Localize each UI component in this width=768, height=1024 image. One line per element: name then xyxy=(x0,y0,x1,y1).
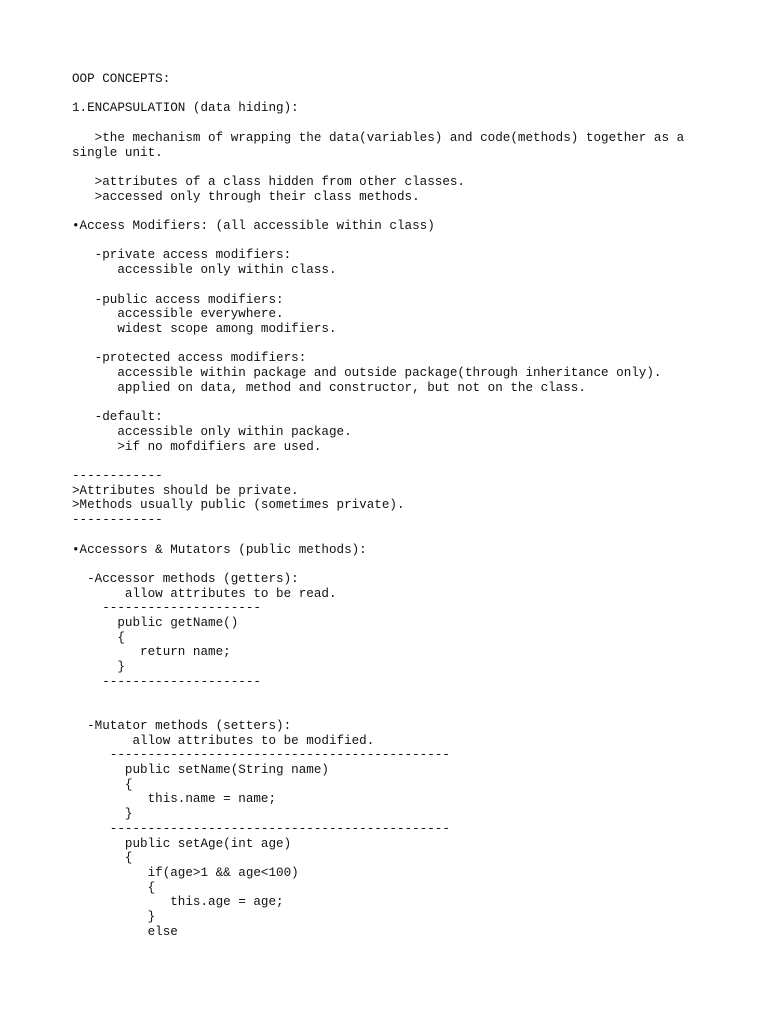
document-body-text: OOP CONCEPTS: 1.ENCAPSULATION (data hiding): >the mechanism of wrapping the data(variables) and code(methods) together as a single unit. >attributes of a class hidden from other classes. >accessed only through their class methods. •Access Modifiers: (all accessible within class) -private access modifiers: accessible only within class. -public access modifiers: accessible everywhere. widest scope among modifiers. -protected access modifiers: accessible within package and outside package(through inheritance only). applied on data, method and constructor, but not on the class. -default: accessible only within package. >if no mofdifiers are used. ------------ >Attributes should be private. >Methods usually public (sometimes private). ------------ •Accessors & Mutators (public methods): -Accessor methods (getters): allow attributes to be read. --------------------- public getName() { return name; } --------------------- -Mutator methods (setters): allow attributes to be modified. --------------------------------------------- public setName(String name) { this.name = name; } --------------------------------------------- public setAge(int age) { if(age>1 && age<100) { this.age = age; } else xyxy=(72,72,685,939)
